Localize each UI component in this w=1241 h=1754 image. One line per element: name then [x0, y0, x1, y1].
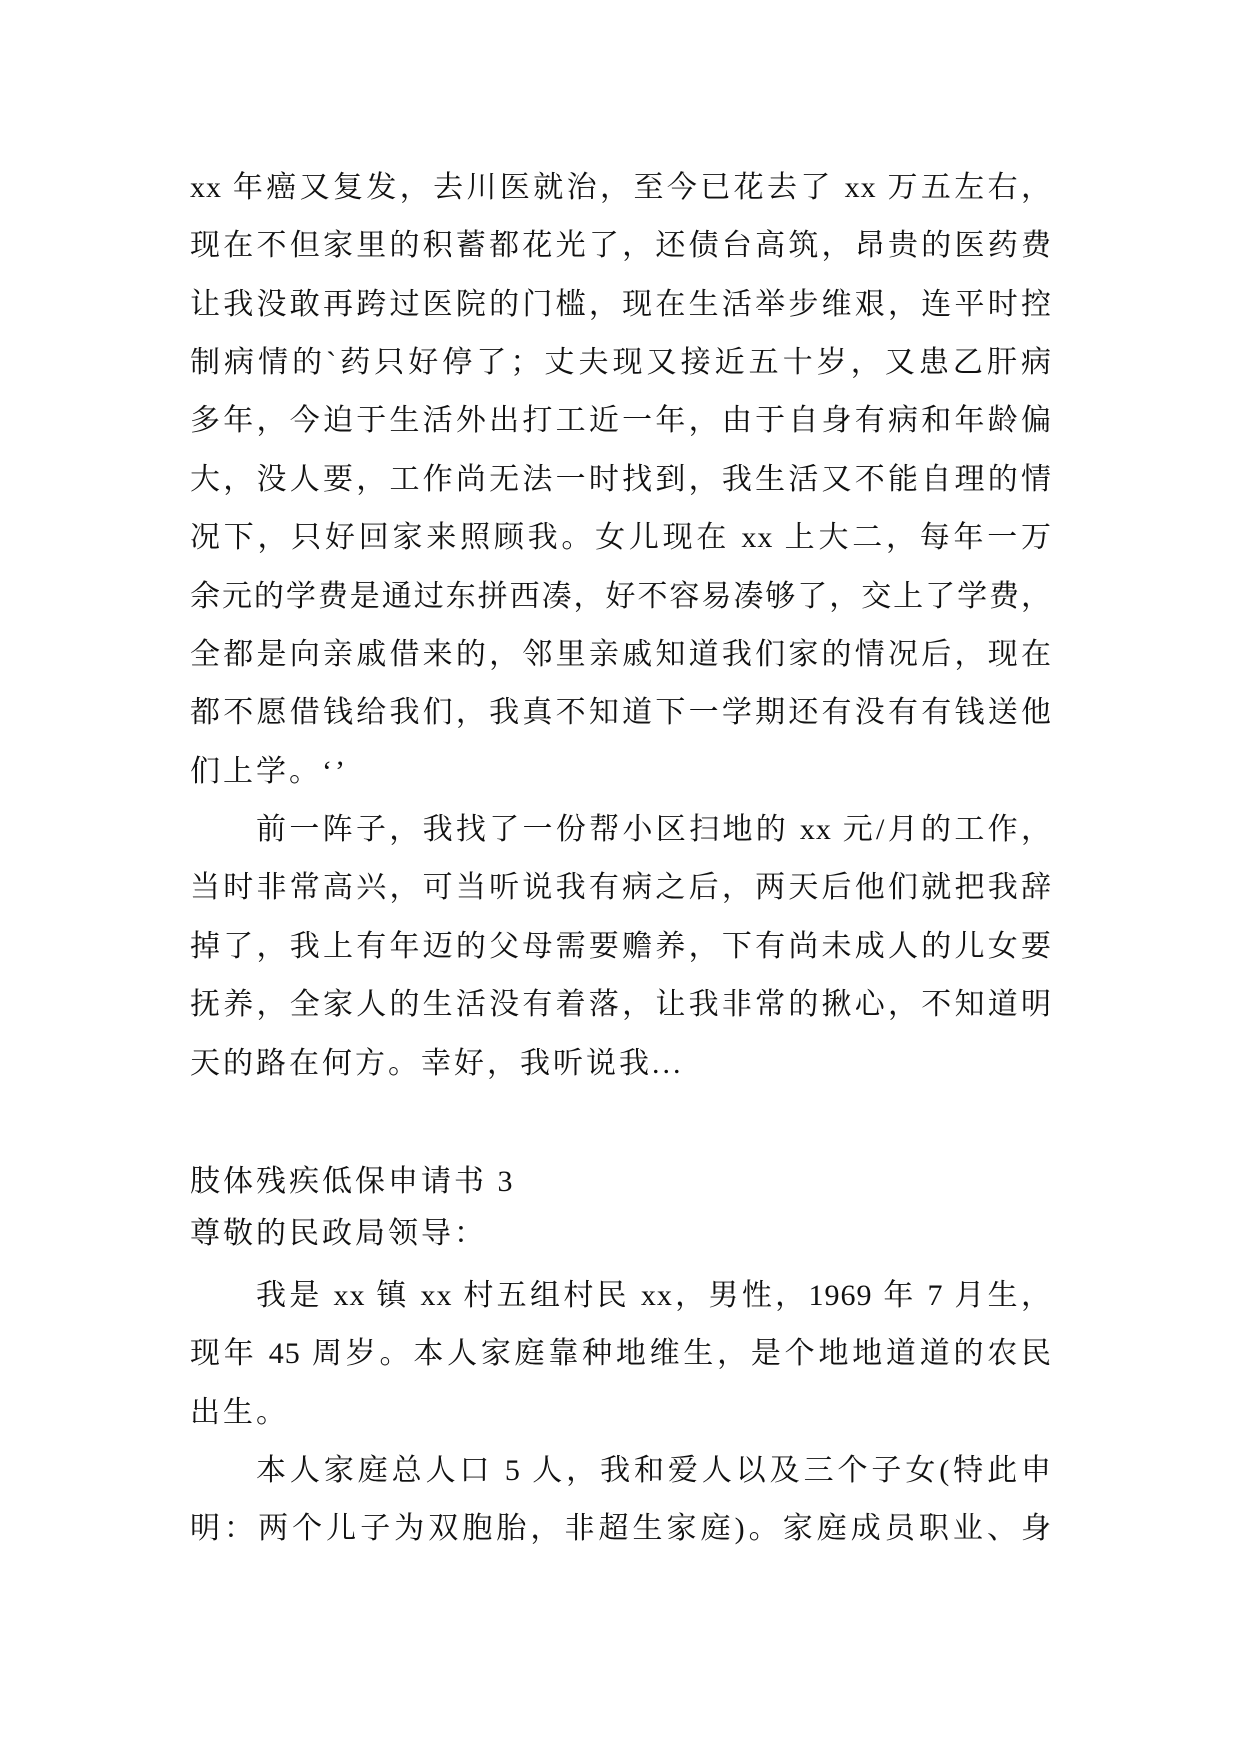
body-text-after — [190, 1267, 1052, 1559]
text-line: xx 年癌又复发，去川医就治，至今已花去了 xx 万五左右， — [190, 170, 1052, 204]
text-line: 抚养，全家人的生活没有着落，让我非常的揪心，不知道明 — [190, 988, 1052, 1022]
text-line: 全都是向亲戚借来的，邻里亲戚知道我们家的情况后，现在 — [190, 637, 1052, 671]
section-heading: 肢体残疾低保申请书 3 — [190, 1165, 516, 1198]
paragraph — [190, 1442, 1052, 1559]
text-line: 我是 xx 镇 xx 村五组村民 xx，男性，1969 年 7 月生， — [256, 1278, 1052, 1312]
text-line: 们上学。‘’ — [190, 754, 348, 788]
text-line: 明：两个儿子为双胞胎，非超生家庭)。家庭成员职业、身 — [190, 1512, 1052, 1546]
paragraph — [190, 801, 1052, 1093]
text-line: 现年 45 周岁。本人家庭靠种地维生，是个地地道道的农民 — [190, 1337, 1052, 1371]
text-line: 掉了，我上有年迈的父母需要赡养，下有尚未成人的儿女要 — [190, 929, 1052, 963]
paragraph — [190, 1267, 1052, 1442]
text-line: 都不愿借钱给我们，我真不知道下一学期还有没有有钱送他 — [190, 696, 1052, 730]
text-line: 制病情的`药只好停了；丈夫现又接近五十岁，又患乙肝病 — [190, 345, 1052, 379]
text-line: 前一阵子，我找了一份帮小区扫地的 xx 元/月的工作， — [256, 813, 1052, 847]
text-line: 多年，今迫于生活外出打工近一年，由于自身有病和年龄偏 — [190, 404, 1052, 438]
text-line: 现在不但家里的积蓄都花光了，还债台高筑，昂贵的医药费 — [190, 229, 1052, 263]
text-line: 当时非常高兴，可当听说我有病之后，两天后他们就把我辞 — [190, 871, 1052, 905]
text-line: 本人家庭总人口 5 人，我和爱人以及三个子女(特此申 — [256, 1453, 1052, 1487]
text-line: 况下，只好回家来照顾我。女儿现在 xx 上大二，每年一万 — [190, 521, 1052, 555]
paragraph — [190, 159, 1052, 801]
salutation: 尊敬的民政局领导： — [190, 1217, 487, 1250]
text-line: 出生。 — [190, 1395, 289, 1429]
text-line: 天的路在何方。幸好，我听说我... — [190, 1046, 684, 1080]
text-line: 余元的学费是通过东拼西凑，好不容易凑够了，交上了学费， — [190, 579, 1052, 613]
text-line: 让我没敢再跨过医院的门槛，现在生活举步维艰，连平时控 — [190, 287, 1052, 321]
section-header — [190, 1156, 1052, 1260]
text-line: 大，没人要，工作尚无法一时找到，我生活又不能自理的情 — [190, 462, 1052, 496]
body-text-before — [190, 159, 1052, 1093]
